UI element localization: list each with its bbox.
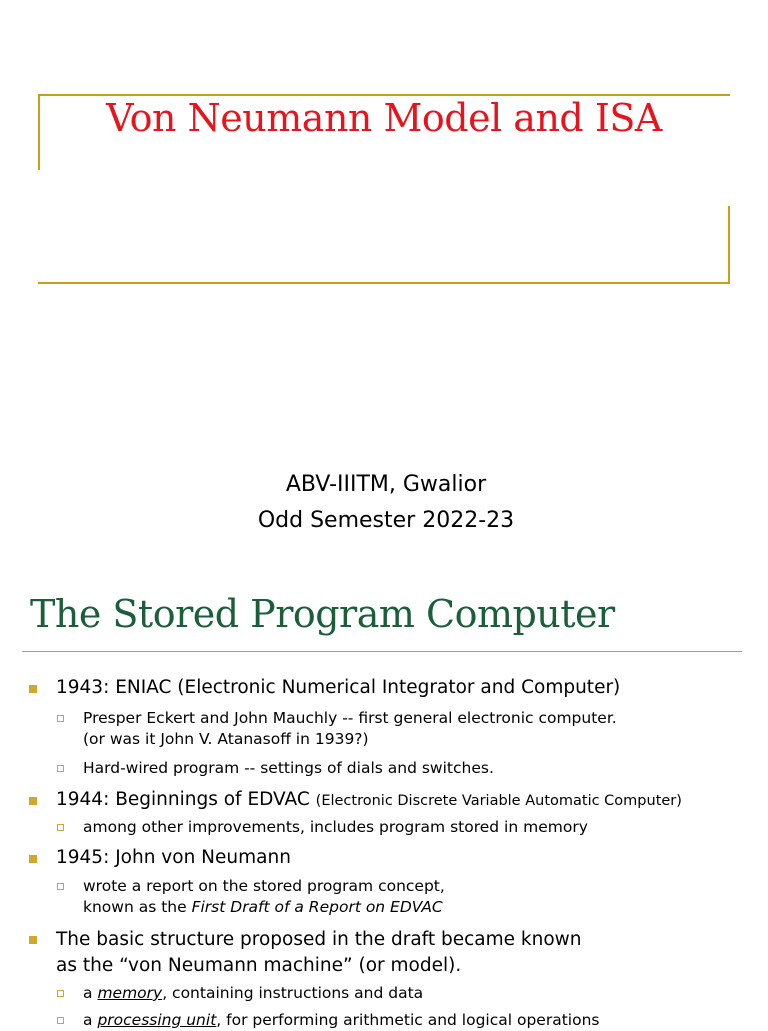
bullet-eniac xyxy=(56,676,620,700)
bullet-edvac xyxy=(56,788,682,813)
sub-bullet-hardwired-text: Hard-wired program -- settings of dials and switches. xyxy=(83,759,494,777)
bullet-eniac-text: 1943: ENIAC (Electronic Numerical Integrator and Computer) xyxy=(56,677,621,698)
bullet-structure xyxy=(56,927,582,979)
slide-title: Von Neumann Model and ISA xyxy=(106,96,662,140)
frame-bottom-line xyxy=(38,282,730,284)
sub-bullet-report-title: First Draft of a Report on EDVAC xyxy=(191,898,443,916)
sub-bullet-hardwired xyxy=(83,758,494,779)
sub-bullet-processing-prefix: a xyxy=(83,1011,98,1029)
sub-bullet-report-line1: wrote a report on the stored program concept, xyxy=(83,877,445,895)
semester-label: Odd Semester 2022-23 xyxy=(257,508,515,533)
bullet-list xyxy=(0,576,768,1029)
bullet-edvac-text: 1944: Beginnings of EDVAC xyxy=(56,789,316,810)
sub-bullet-improvements xyxy=(83,817,588,838)
sub-bullet-eckert-line2: (or was it John V. Atanasoff in 1939?) xyxy=(83,730,369,748)
bullet-edvac-expansion: (Electronic Discrete Variable Automatic Computer) xyxy=(315,793,682,809)
content-slide-title: The Stored Program Computer xyxy=(30,592,615,636)
bullet-von-neumann xyxy=(56,846,291,870)
frame-right-line xyxy=(728,206,730,284)
sub-bullet-improvements-text: among other improvements, includes program stored in memory xyxy=(83,818,588,836)
sub-bullet-memory-prefix: a xyxy=(83,984,98,1002)
sub-bullet-memory xyxy=(83,983,423,1004)
bullet-structure-line1: The basic structure proposed in the draft became known xyxy=(56,929,582,950)
sub-bullet-processing-term: processing unit xyxy=(97,1011,217,1029)
sub-bullet-processing-suffix: , for performing arithmetic and logical operations xyxy=(216,1011,600,1029)
sub-bullet-memory-term: memory xyxy=(97,984,163,1002)
institution-label: ABV-IIITM, Gwalior xyxy=(285,472,487,497)
sub-bullet-eckert-line1: Presper Eckert and John Mauchly -- first general electronic computer. xyxy=(83,709,617,727)
sub-bullet-memory-suffix: , containing instructions and data xyxy=(162,984,424,1002)
bullet-structure-line2: as the “von Neumann machine” (or model). xyxy=(56,955,462,976)
sub-bullet-report-line2-prefix: known as the xyxy=(83,898,192,916)
sub-bullet-processing xyxy=(83,1010,599,1031)
sub-bullet-eckert xyxy=(83,708,617,750)
sub-bullet-report xyxy=(83,876,445,918)
bullet-von-neumann-text: 1945: John von Neumann xyxy=(56,847,291,868)
content-slide xyxy=(0,576,768,1029)
